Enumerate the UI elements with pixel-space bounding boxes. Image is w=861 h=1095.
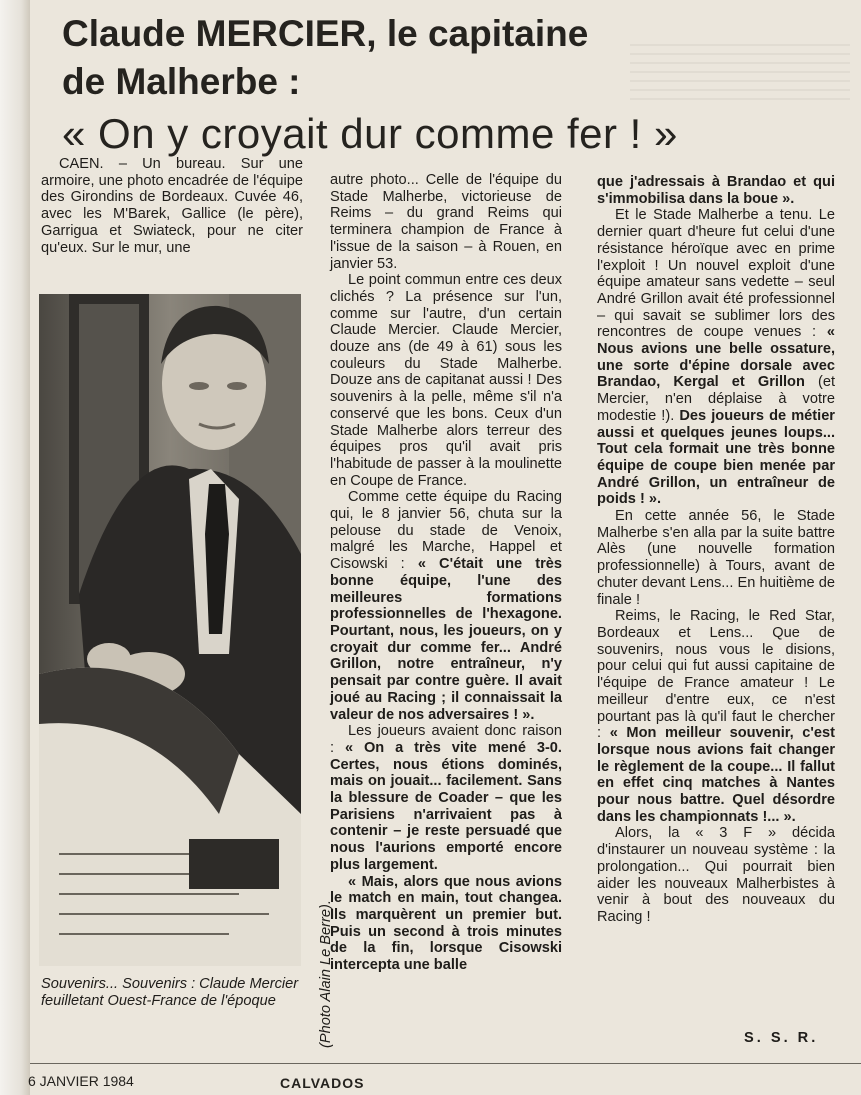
paragraph-text: Et le Stade Malherbe a tenu. Le dernier quart d'heure fut celui d'une résistance héroïque avec en prime l'exploit ! Un nouvel exploit d'une équipe amateur sans vedette – seul André Grillon avait été professionnel – qui savait se sublimer lors des rencontres de coupe venues : [597,207,835,341]
paragraph-text: Comme cette équipe du Racing qui, le 8 janvier 56, chuta sur la pelouse du stade de Venoix, malgré les Marche, Happel et Cisowski : [330,489,562,573]
article-column-1 [41,156,303,256]
paragraph [597,174,835,207]
quote-bold: « Mon meilleur souvenir, c'est lorsque nous avions fait changer le règlement de la coupe... Il fallut en effet cinq matches à Nantes pour nous battre. Quel désordre dans les championnats !... ». [597,725,835,825]
paragraph: Alors, la « 3 F » décida d'instaurer un nouveau système : la prolongation... Qui pourrait bien aider les nouveaux Malherbistes à venir à bout des nouveaux du Racing ! [597,825,835,925]
paragraph: Le point commun entre ces deux clichés ? La présence sur l'un, comme sur l'autre, d'un certain Claude Mercier. Claude Mercier, douze ans (de 49 à 61) sous les couleurs du Stade Malherbe. Douze ans de capitanat aussi ! Des souvenirs à la pelle, même s'il n'a conservé que les bons. Ceux d'un Stade Malherbe alors terreur des équipes pros qu'il avait pris l'habitude de passer à la moulinette en Coupe de France. [330,272,562,489]
photo-credit: (Photo Alain Le Berre). [318,900,334,1048]
paragraph: autre photo... Celle de l'équipe du Stade Malherbe, victorieuse de Reims – du grand Reims qui terminera champion de France à l'issue de la saison – à Rouen, en janvier 53. [330,172,562,272]
quote-bold: « On a très vite mené 3-0. Certes, nous étions dominés, mais on jouait... facilement. Sans la blessure de Coader – que les Parisiens n'arrivaient pas à contenir – je reste persuadé que nous l'aurions emporté encore plus largement. [330,739,562,873]
footer-section: CALVADOS [280,1075,365,1091]
quote-bold: « C'était une très bonne équipe, l'une des meilleures formations professionnelles de l'hexagone. Pourtant, nous, les joueurs, on y croyait dur comme fer... André Grillon, notre entraîneur, n'y pensait par contre guère. Il avait joué au Racing ; il connaissait la valeur de nos adversaires ! ». [330,556,562,723]
paragraph [597,608,835,825]
headline [62,10,842,106]
paragraph: En cette année 56, le Stade Malherbe s'en alla par la suite battre Alès (une nouvelle formation professionnelle) à Tours, avant de chuter devant Lens... En huitième de finale ! [597,508,835,608]
subheadline-quote: « On y croyait dur comme fer ! » [62,110,678,157]
quote-bold: Des joueurs de métier aussi et quelques jeunes loups... Tout cela formait une très bonne équipe de coupe bien menée par André Grillon, un entraîneur de poids ! ». [597,407,835,508]
quote-bold: que j'adressais à Brandao et qui s'immobilisa dans la boue ». [597,174,835,207]
paragraph-text: Les joueurs avaient donc raison : [330,723,562,756]
photo-illustration [39,294,301,966]
paragraph-text: (et Mercier, n'en déplaise à votre modestie !). [597,374,835,424]
footer-date: 6 JANVIER 1984 [28,1073,134,1089]
headline-line-1: Claude MERCIER, le capitaine [62,13,589,54]
article-photo [39,294,301,966]
photo-caption: Souvenirs... Souvenirs : Claude Mercier feuilletant Ouest-France de l'époque [41,976,299,1009]
quote-bold: « Mais, alors que nous avions le match en main, tout changea. Ils marquèrent un premier but. Puis un second à trois minutes de la fin, lorsque Cisowski intercepta une balle [330,873,562,974]
author-signature: S. S. R. [744,1030,819,1046]
article-column-2 [330,172,562,974]
headline-line-2: de Malherbe : [62,61,301,102]
paragraph-text: Reims, le Racing, le Red Star, Bordeaux et Lens... Que de souvenirs, nous vous le disions, pour celui qui fut aussi capitaine de l'équipe de France amateur ! Le meilleur d'entre eux, ce n'est pourtant pas là qu'il faut le chercher : [597,608,835,742]
paragraph: CAEN. – Un bureau. Sur une armoire, une photo encadrée de l'équipe des Girondins de Bordeaux. Cuvée 46, avec les M'Barek, Gallice (le père), Garrigua et Swiateck, pour ne citer qu'eux. Sur le mur, une [41,156,303,256]
paragraph [597,207,835,508]
paper-edge-left [0,0,30,1095]
paragraph [330,489,562,723]
paragraph [330,723,562,873]
footer-rule [30,1063,861,1064]
quote-bold: « Nous avions une belle ossature, une sorte d'épine dorsale avec Brandao, Kergal et Grillon [597,324,835,391]
article-column-3 [597,174,835,926]
paragraph [330,874,562,974]
